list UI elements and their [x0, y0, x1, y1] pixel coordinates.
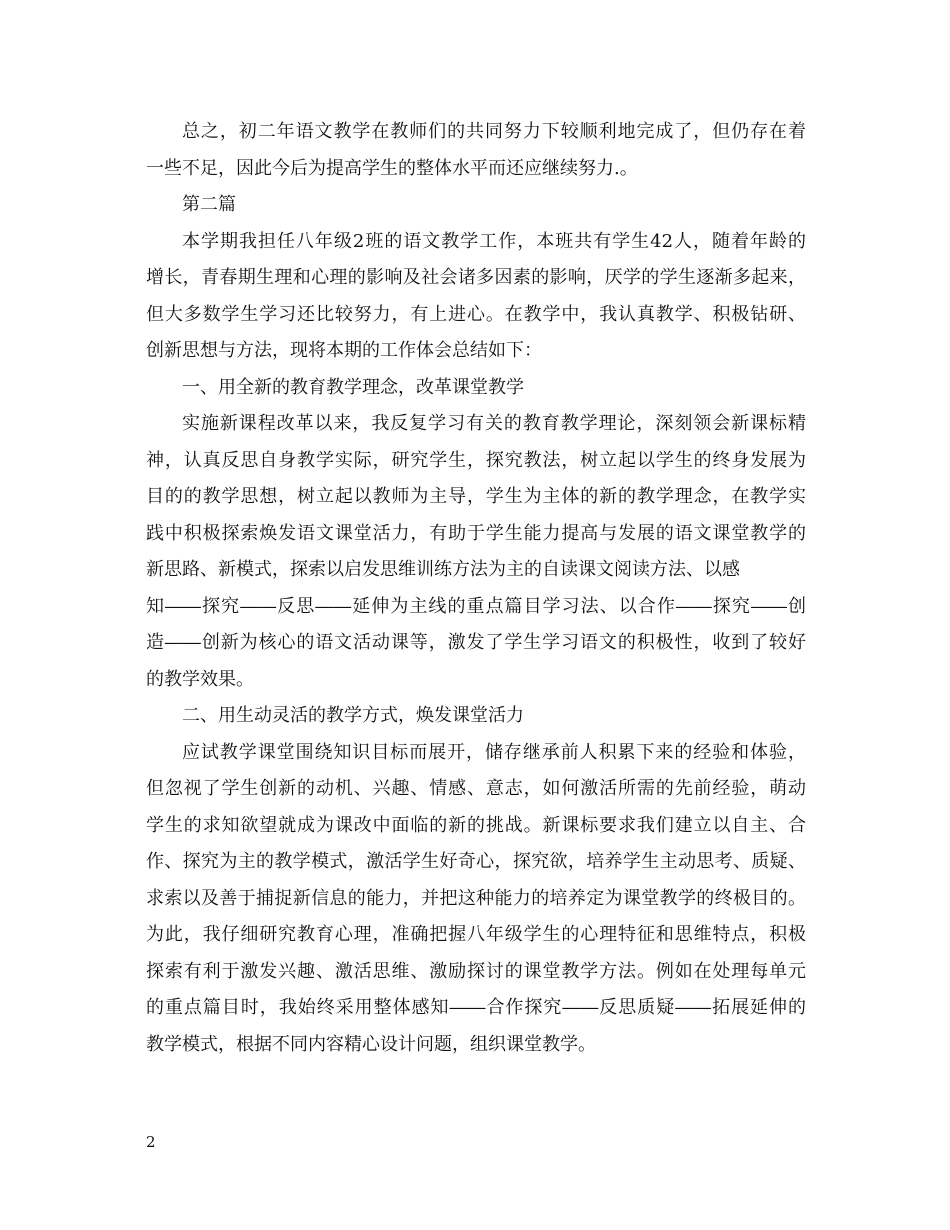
text-line: 的教学效果。 [146, 668, 254, 690]
page-number: 2 [146, 1133, 156, 1151]
text-line: 求索以及善于捕捉新信息的能力，并把这种能力的培养定为课堂教学的终极目的。 [146, 887, 806, 909]
subsection-heading: 二、用生动灵活的教学方式，焕发课堂活力 [182, 705, 524, 726]
text-line: 践中积极探索焕发语文课堂活力，有助于学生能力提高与发展的语文课堂教学的 [146, 522, 806, 544]
text-line: 作、探究为主的教学模式，激活学生好奇心，探究欲，培养学生主动思考、质疑、 [146, 851, 806, 872]
text-line: 目的的教学思想，树立起以教师为主导，学生为主体的新的教学理念，在教学实 [146, 486, 806, 507]
text-line: 新思路、新模式，探索以启发思维训练方法为主的自读课文阅读方法、以感 [146, 559, 740, 580]
text-line: 实施新课程改革以来，我反复学习有关的教育教学理论，深刻领会新课标精 [182, 413, 806, 434]
text-line: 但大多数学生学习还比较努力，有上进心。在教学中，我认真教学、积极钻研、 [146, 303, 806, 325]
text-line: 本学期我担任八年级2班的语文教学工作，本班共有学生42人，随着年龄的 [182, 230, 806, 252]
section-heading: 第二篇 [182, 194, 236, 215]
document-body [146, 114, 806, 1063]
text-line: 神，认真反思自身教学实际，研究学生，探究教法，树立起以学生的终身发展为 [146, 449, 806, 471]
text-line: 总之，初二年语文教学在教师们的共同努力下较顺利地完成了，但仍存在着 [182, 121, 806, 142]
text-line: 为此，我仔细研究教育心理，准确把握八年级学生的心理特征和思维特点，积极 [146, 924, 806, 945]
text-line: 一些不足，因此今后为提高学生的整体水平而还应继续努力.。 [146, 157, 638, 179]
text-line: 应试教学课堂围绕知识目标而展开，储存继承前人积累下来的经验和体验， [182, 741, 806, 763]
text-line: 增长，青春期生理和心理的影响及社会诸多因素的影响，厌学的学生逐渐多起来， [146, 267, 806, 288]
text-line: 但忽视了学生创新的动机、兴趣、情感、意志，如何激活所需的先前经验，萌动 [146, 778, 806, 799]
subsection-heading: 一、用全新的教育教学理念，改革课堂教学 [182, 376, 524, 398]
text-line: 学生的求知欲望就成为课改中面临的新的挑战。新课标要求我们建立以自主、合 [146, 814, 806, 836]
text-line: 的重点篇目时，我始终采用整体感知――合作探究――反思质疑――拓展延伸的 [146, 997, 806, 1018]
text-line: 探索有利于激发兴趣、激活思维、激励探讨的课堂教学方法。例如在处理每单元 [146, 960, 806, 982]
text-line: 造――创新为核心的语文活动课等，激发了学生学习语文的积极性，收到了较好 [146, 632, 806, 653]
text-line: 教学模式，根据不同内容精心设计问题，组织课堂教学。 [146, 1033, 596, 1055]
text-line: 创新思想与方法，现将本期的工作体会总结如下： [146, 340, 542, 361]
text-line: 知――探究――反思――延伸为主线的重点篇目学习法、以合作――探究――创 [146, 595, 806, 617]
